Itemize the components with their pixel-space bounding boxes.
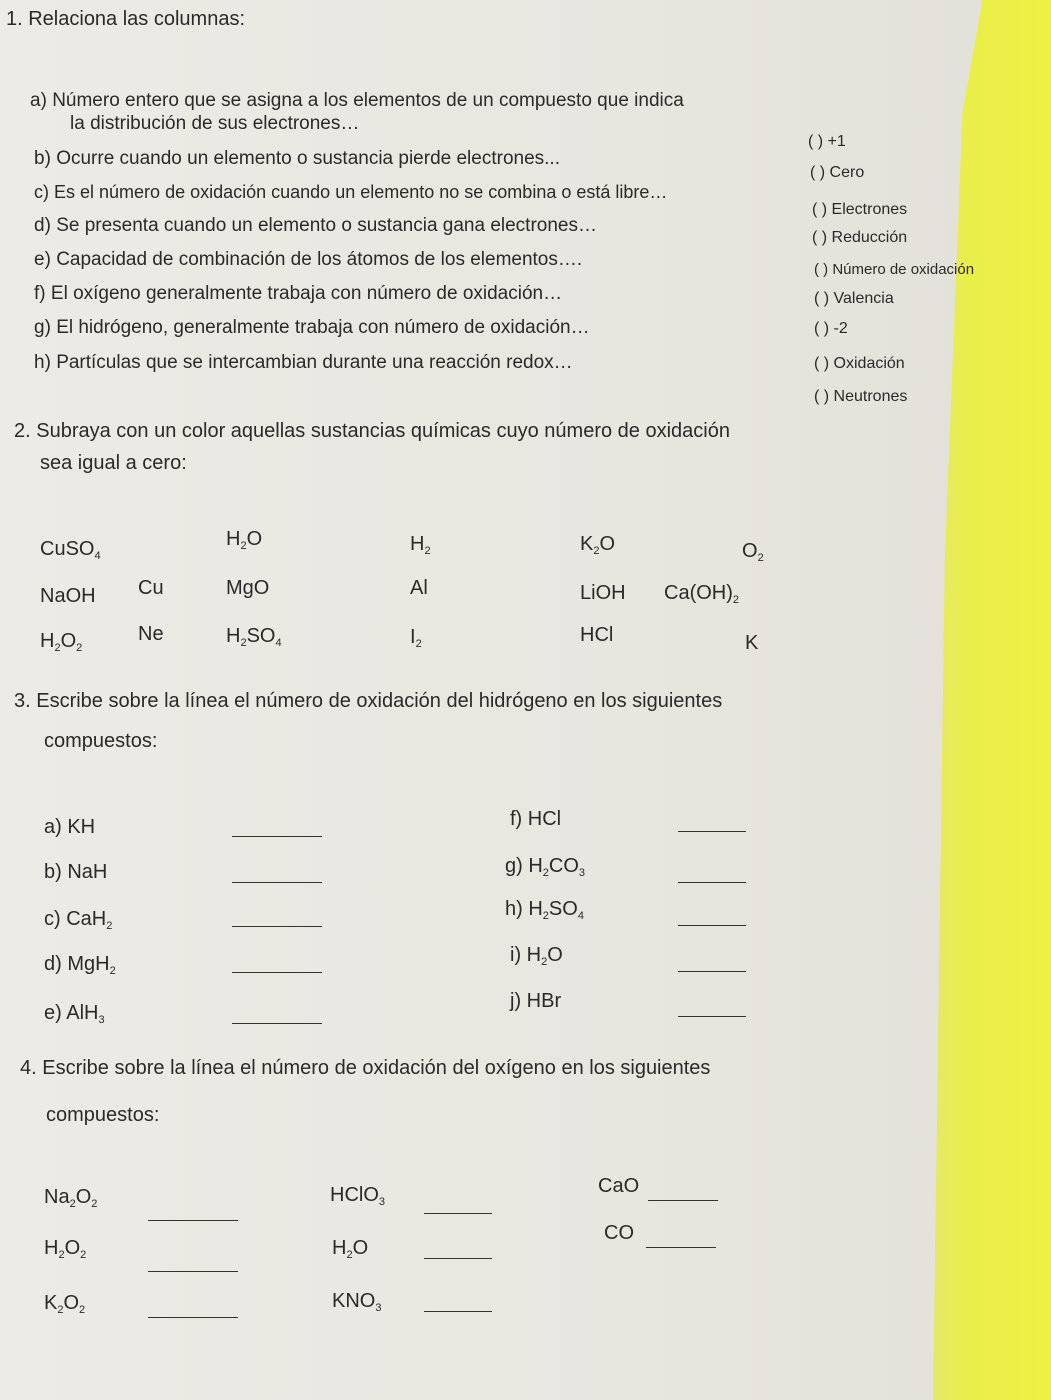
- q3-item-g-co: CO: [548, 855, 579, 877]
- q1-item-g-letter: g): [34, 317, 51, 338]
- chem-cu[interactable]: Cu: [138, 577, 164, 599]
- q1-option-neutrones[interactable]: ( ) Neutrones: [814, 388, 908, 405]
- q3-item-g-sub1: 2: [542, 867, 549, 879]
- q4-na2o2-o: O: [75, 1186, 92, 1208]
- q4-h2o-o: O: [352, 1237, 369, 1259]
- q1-item-f-text: El oxígeno generalmente trabaja con número de oxidación…: [50, 283, 563, 304]
- q3-blank-f[interactable]: [678, 823, 746, 841]
- chem-mgo[interactable]: MgO: [226, 577, 270, 599]
- q3-blank-e[interactable]: [232, 1015, 322, 1033]
- q4-cao: CaO: [598, 1175, 640, 1197]
- q3-item-g-sub2: 3: [578, 867, 586, 879]
- chem-cuso4[interactable]: [40, 538, 101, 561]
- q3-item-e: [44, 1002, 105, 1025]
- q3-item-h-h: h) H: [505, 898, 543, 920]
- q3-item-d-sub: 2: [109, 965, 116, 977]
- chem-i2[interactable]: [410, 626, 422, 649]
- chem-caoh2[interactable]: [664, 582, 739, 605]
- q2-line1: 2. Subraya con un color aquellas sustancias químicas cuyo número de oxidación: [14, 420, 730, 442]
- q3-item-h: [505, 898, 584, 921]
- chem-k2o[interactable]: [580, 533, 615, 556]
- q3-item-i: [510, 944, 563, 967]
- q3-blank-b[interactable]: [232, 874, 322, 892]
- q3-item-c: [44, 908, 112, 931]
- q1-option-numero-oxidacion[interactable]: ( ) Número de oxidación: [814, 261, 975, 278]
- q4-k2o2-o: O: [63, 1292, 80, 1314]
- chem-h2so4-h: H: [226, 625, 241, 647]
- chem-h2so4-sub2: 4: [275, 637, 282, 649]
- q1-item-g-text: El hidrógeno, generalmente trabaja con número de oxidación…: [56, 317, 590, 338]
- q1-option-oxidacion[interactable]: ( ) Oxidación: [814, 355, 905, 372]
- q1-item-b: [34, 148, 560, 170]
- q3-item-a: a) KH: [44, 816, 96, 838]
- q1-item-a-text2: la distribución de sus electrones…: [70, 113, 360, 134]
- chem-h2so4[interactable]: [226, 625, 282, 648]
- q4-hclo3-sub: 3: [378, 1196, 386, 1208]
- chem-h2o2-sub1: 2: [54, 642, 61, 654]
- q4-kno3: [332, 1290, 381, 1313]
- q1-item-d-letter: d): [34, 215, 51, 236]
- q4-kno3-base: KNO: [332, 1290, 376, 1312]
- q4-h2o2-sub2: 2: [80, 1249, 87, 1261]
- q4-blank-hclo3[interactable]: [424, 1205, 492, 1223]
- q3-item-i-sub: 2: [541, 956, 548, 968]
- q1-item-f-letter: f): [34, 283, 46, 304]
- q1-option-reduccion[interactable]: ( ) Reducción: [812, 229, 908, 246]
- chem-k2o-k: K: [580, 533, 594, 555]
- q3-item-i-o: O: [547, 944, 563, 966]
- q1-title: 1. Relaciona las columnas:: [6, 8, 246, 30]
- q3-blank-c[interactable]: [232, 918, 322, 936]
- q4-na2o2-sub2: 2: [91, 1198, 98, 1210]
- chem-lioh[interactable]: LiOH: [580, 582, 626, 604]
- q4-kno3-sub: 3: [375, 1302, 382, 1314]
- q4-blank-kno3[interactable]: [424, 1303, 492, 1321]
- q1-item-h: [34, 352, 573, 374]
- q1-item-e: [34, 249, 582, 271]
- q1-item-f: [34, 283, 562, 305]
- q3-item-h-sub1: 2: [542, 910, 549, 922]
- chem-al[interactable]: Al: [410, 577, 428, 599]
- q1-item-a: [30, 90, 684, 112]
- q1-item-c-letter: c): [34, 182, 49, 202]
- q3-blank-d[interactable]: [232, 964, 322, 982]
- q3-item-d-text: d) MgH: [44, 953, 110, 975]
- chem-cuso4-sub: 4: [94, 550, 101, 562]
- q4-h2o-h: H: [332, 1237, 347, 1259]
- q3-item-g-h: g) H: [505, 855, 543, 877]
- q1-option-electrones[interactable]: ( ) Electrones: [812, 201, 908, 218]
- chem-naoh[interactable]: NaOH: [40, 585, 96, 607]
- chem-h2o-o: O: [246, 528, 263, 550]
- chem-h2o2-o: O: [60, 630, 77, 652]
- chem-h2o-sub: 2: [240, 540, 247, 552]
- chem-h2o-h: H: [226, 528, 241, 550]
- q4-blank-k2o2[interactable]: [148, 1309, 238, 1327]
- chem-h2so4-so: SO: [246, 625, 276, 647]
- q1-option-cero[interactable]: ( ) Cero: [810, 164, 865, 181]
- q3-item-f: f) HCl: [510, 808, 562, 830]
- q4-line2: compuestos:: [46, 1104, 160, 1126]
- q1-item-h-letter: h): [34, 352, 51, 373]
- chem-i2-i: I: [410, 626, 416, 648]
- chem-k2o-o: O: [599, 533, 616, 555]
- q4-na2o2: [44, 1186, 97, 1209]
- chem-k2o-sub: 2: [593, 545, 600, 557]
- q4-h2o: [332, 1237, 368, 1260]
- q1-option-plus1[interactable]: ( ) +1: [808, 133, 846, 150]
- q4-k2o2-sub2: 2: [79, 1304, 86, 1316]
- q4-h2o2-o: O: [64, 1237, 81, 1259]
- q1-item-a-letter: a): [30, 90, 47, 111]
- q1-item-h-text: Partículas que se intercambian durante una reacción redox…: [56, 352, 573, 373]
- chem-hcl[interactable]: HCl: [580, 624, 614, 646]
- q4-k2o2-k: K: [44, 1292, 58, 1314]
- q3-item-b: b) NaH: [44, 861, 108, 883]
- chem-caoh2-sub: 2: [732, 594, 740, 606]
- chem-o2[interactable]: [742, 540, 764, 563]
- chem-caoh2-base: Ca(OH): [664, 582, 733, 604]
- q4-hclo3-base: HClO: [330, 1184, 379, 1206]
- q1-item-d-text: Se presenta cuando un elemento o sustancia gana electrones…: [56, 215, 597, 236]
- q3-item-c-text: c) CaH: [44, 908, 107, 930]
- chem-o2-o: O: [742, 540, 758, 562]
- chem-k[interactable]: K: [745, 632, 759, 654]
- q4-hclo3: [330, 1184, 385, 1207]
- q4-na2o2-na: Na: [44, 1186, 70, 1208]
- q4-co: CO: [604, 1222, 634, 1244]
- q1-item-c-text: Es el número de oxidación cuando un elemento no se combina o está libre…: [54, 182, 668, 202]
- q4-blank-cao[interactable]: [648, 1192, 718, 1210]
- chem-i2-sub: 2: [415, 638, 422, 650]
- chem-h2[interactable]: [410, 533, 431, 556]
- chem-h2o2[interactable]: [40, 630, 82, 653]
- q4-blank-na2o2[interactable]: [148, 1212, 238, 1230]
- chem-h2so4-sub1: 2: [240, 637, 247, 649]
- q4-h2o2-sub1: 2: [58, 1249, 65, 1261]
- q4-na2o2-sub1: 2: [69, 1198, 76, 1210]
- q3-item-e-sub: 3: [98, 1014, 105, 1026]
- q3-item-j: j) HBr: [510, 990, 562, 1012]
- q4-h2o-sub: 2: [346, 1249, 353, 1261]
- q3-item-c-sub: 2: [106, 920, 113, 932]
- q1-option-minus2[interactable]: ( ) -2: [814, 320, 848, 337]
- q4-k2o2-sub1: 2: [57, 1304, 64, 1316]
- q3-blank-a[interactable]: [232, 828, 322, 846]
- q1-item-c: [34, 182, 667, 203]
- q3-line1: 3. Escribe sobre la línea el número de oxidación del hidrógeno en los siguientes: [14, 690, 723, 712]
- q3-blank-h[interactable]: [678, 917, 746, 935]
- q4-blank-co[interactable]: [646, 1239, 716, 1257]
- chem-h2o2-sub2: 2: [76, 642, 83, 654]
- q2-line2: sea igual a cero:: [40, 452, 187, 474]
- q3-blank-j[interactable]: [678, 1008, 746, 1026]
- q1-item-g: [34, 317, 590, 339]
- q3-item-i-h: i) H: [510, 944, 542, 966]
- q1-item-a-text: Número entero que se asigna a los elementos de un compuesto que indica: [52, 90, 684, 111]
- q4-line1: 4. Escribe sobre la línea el número de oxidación del oxígeno en los siguientes: [20, 1057, 711, 1079]
- q3-item-e-text: e) AlH: [44, 1002, 99, 1024]
- q4-blank-h2o[interactable]: [424, 1250, 492, 1268]
- q3-item-h-sub2: 4: [577, 910, 584, 922]
- q1-item-d: [34, 215, 597, 237]
- chem-h2-h: H: [410, 533, 425, 555]
- chem-o2-sub: 2: [757, 552, 764, 564]
- chem-h2o[interactable]: [226, 528, 262, 551]
- q1-item-b-letter: b): [34, 148, 51, 169]
- q3-item-d: [44, 953, 116, 976]
- q1-item-b-text: Ocurre cuando un elemento o sustancia pierde electrones...: [56, 148, 560, 169]
- chem-h2o2-h: H: [40, 630, 55, 652]
- q1-option-valencia[interactable]: ( ) Valencia: [814, 290, 894, 307]
- chem-cuso4-base: CuSO: [40, 538, 95, 560]
- q1-item-e-letter: e): [34, 249, 51, 270]
- q3-line2: compuestos:: [44, 730, 158, 752]
- q3-item-h-so: SO: [548, 898, 578, 920]
- q1-item-e-text: Capacidad de combinación de los átomos de los elementos….: [56, 249, 583, 270]
- q4-k2o2: [44, 1292, 85, 1315]
- q3-item-g: [505, 855, 585, 878]
- q4-h2o2-h: H: [44, 1237, 59, 1259]
- q3-blank-i[interactable]: [678, 963, 746, 981]
- q4-h2o2: [44, 1237, 86, 1260]
- q4-blank-h2o2[interactable]: [148, 1263, 238, 1281]
- q3-blank-g[interactable]: [678, 874, 746, 892]
- chem-ne[interactable]: Ne: [138, 623, 164, 645]
- chem-h2-sub: 2: [424, 545, 431, 557]
